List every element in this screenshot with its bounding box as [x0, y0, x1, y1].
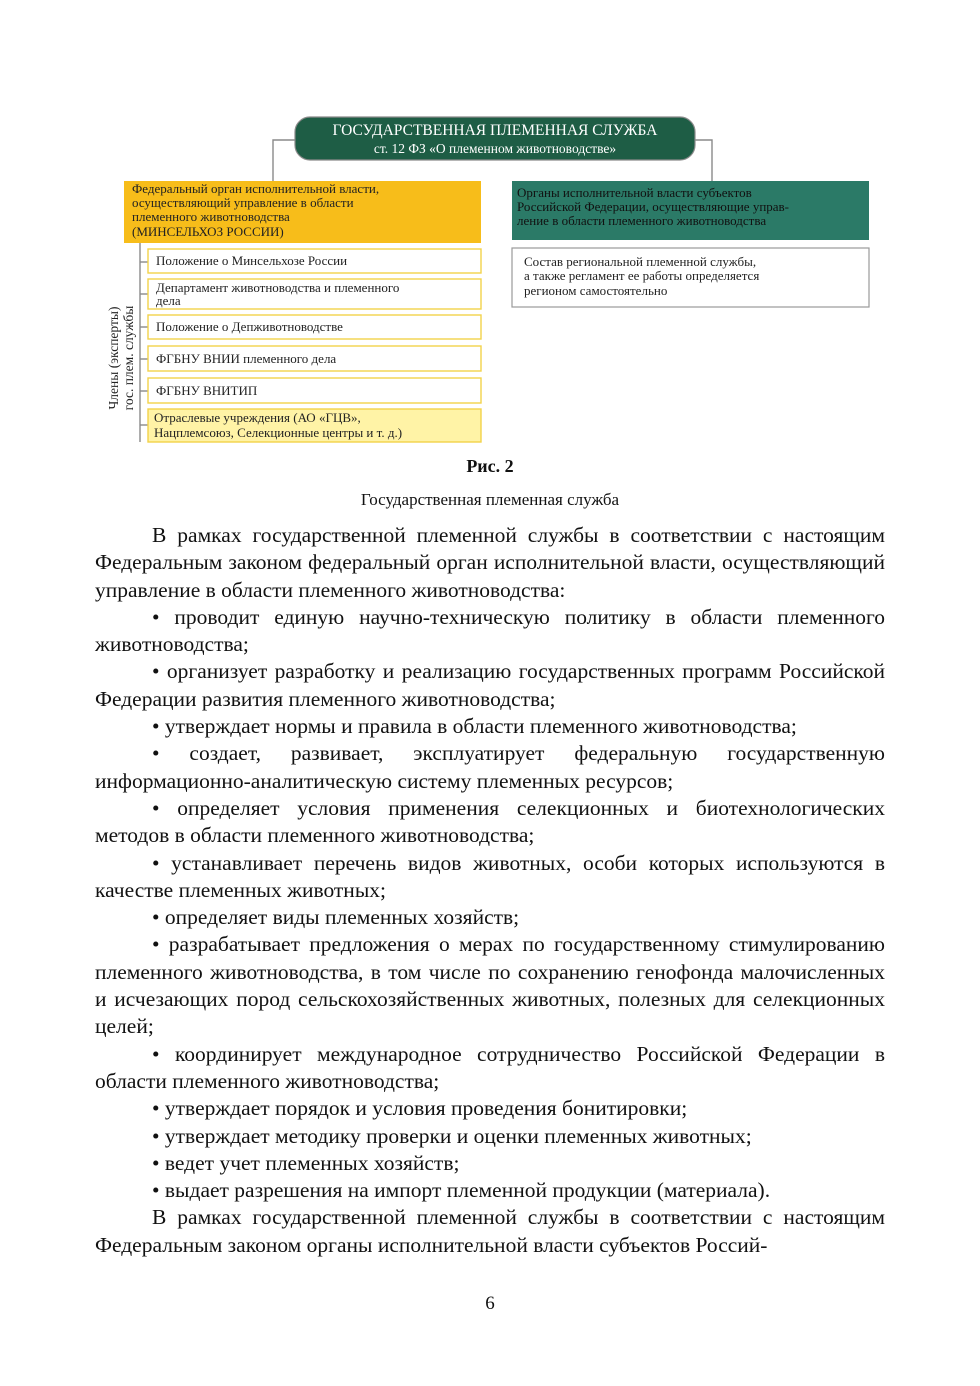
bullet-item: • ведет учет племенных хозяйств; [152, 1150, 460, 1175]
regional-box-line: Органы исполнительной власти субъектов [517, 185, 752, 200]
bullet-item: • утверждает методику проверки и оценки племенных животных; [152, 1123, 752, 1148]
federal-box-line: Федеральный орган исполнительной власти, [132, 181, 380, 196]
bullet-item: • организует разработку и реализацию государственных программ Российской Федерации развития племенного животноводства; [95, 659, 885, 711]
body-text [95, 522, 885, 1259]
regional-box-line: Российской Федерации, осуществляющие управ- [517, 199, 790, 214]
side-label-line1: Члены (эксперты) [106, 306, 121, 410]
bullet-item: • определяет виды племенных хозяйств; [152, 905, 520, 930]
regional-note-box [512, 248, 869, 307]
structure-diagram [0, 0, 980, 450]
federal-box-line: племенного животноводства [132, 209, 290, 224]
paragraph: В рамках государственной племенной службы в соответствии с настоящим Федеральным законом органы исполнительной власти субъектов Россий- [95, 1205, 885, 1257]
member-item [148, 249, 481, 273]
member-item-text: Нацплемсоюз, Селекционные центры и т. д.) [154, 425, 403, 440]
member-item-text: Положение о Минсельхозе России [156, 253, 348, 268]
member-item-text: дела [156, 293, 181, 308]
bullet-item: • утверждает порядок и условия проведения бонитировки; [152, 1096, 688, 1121]
member-item [148, 346, 481, 371]
member-item [148, 279, 481, 309]
regional-box-line: ление в области племенного животноводства [517, 213, 767, 228]
regional-note-line: а также регламент ее работы определяется [524, 268, 760, 283]
bullet-item: • устанавливает перечень видов животных, особи которых используются в качестве племенных животных; [95, 850, 885, 902]
bullet-item: • координирует международное сотрудничество Российской Федерации в области племенного животноводства; [95, 1041, 885, 1093]
figure-title: Государственная племенная служба [360, 490, 620, 509]
member-item-text: ФГБНУ ВНИИ племенного дела [156, 351, 337, 366]
paragraph: В рамках государственной племенной службы в соответствии с настоящим Федеральным законом федеральный орган исполнительной власти, осуществляющий управление в области племенного животноводства: [95, 523, 885, 602]
page-number: 6 [485, 1293, 495, 1314]
bullet-item: • выдает разрешения на импорт племенной продукции (материала). [152, 1178, 771, 1203]
diagram-header-line2: ст. 12 ФЗ «О племенном животноводстве» [373, 141, 617, 156]
federal-box-line: (МИНСЕЛЬХОЗ РОССИИ) [132, 224, 284, 239]
regional-note-line: Состав региональной племенной службы, [524, 254, 757, 269]
regional-authorities-box [512, 181, 869, 240]
bullet-item: • разрабатывает предложения о мерах по государственному стимулированию племенного животноводства, в том числе по сохранению генофонда малочисленных и исчезающих пород сельскохозяйственных животных, полезных для селекционных целей; [95, 932, 885, 1039]
bullet-item: • создает, развивает, эксплуатирует федеральную государственную информационно-аналитическую систему племенных ресурсов; [95, 741, 885, 793]
federal-authority-box [124, 181, 481, 243]
bullet-item: • утверждает нормы и правила в области племенного животноводства; [152, 714, 797, 739]
federal-box-line: осуществляющий управление в области [132, 195, 354, 210]
member-item-text: Отраслевые учреждения (АО «ГЦВ», [154, 410, 361, 425]
figure-number: Рис. 2 [466, 456, 514, 476]
bullet-item: • проводит единую научно-техническую политику в области племенного животноводства; [95, 604, 885, 657]
member-item [148, 315, 481, 339]
members-side-label [106, 306, 136, 411]
bullet-item: • определяет условия применения селекционных и биотехнологических методов в области племенного животноводства; [95, 795, 885, 848]
member-item-text: Положение о Депживотноводстве [156, 319, 343, 334]
member-item [148, 409, 481, 442]
regional-note-line: регионом самостоятельно [524, 283, 668, 298]
diagram-header [295, 117, 695, 160]
member-item-text: Департамент животноводства и племенного [156, 280, 400, 295]
member-item-text: ФГБНУ ВНИТИП [156, 383, 258, 398]
diagram-header-line1: ГОСУДАРСТВЕННАЯ ПЛЕМЕННАЯ СЛУЖБА [332, 122, 658, 139]
side-label-line2: гос. плем. службы [121, 305, 136, 411]
member-item [148, 378, 481, 403]
